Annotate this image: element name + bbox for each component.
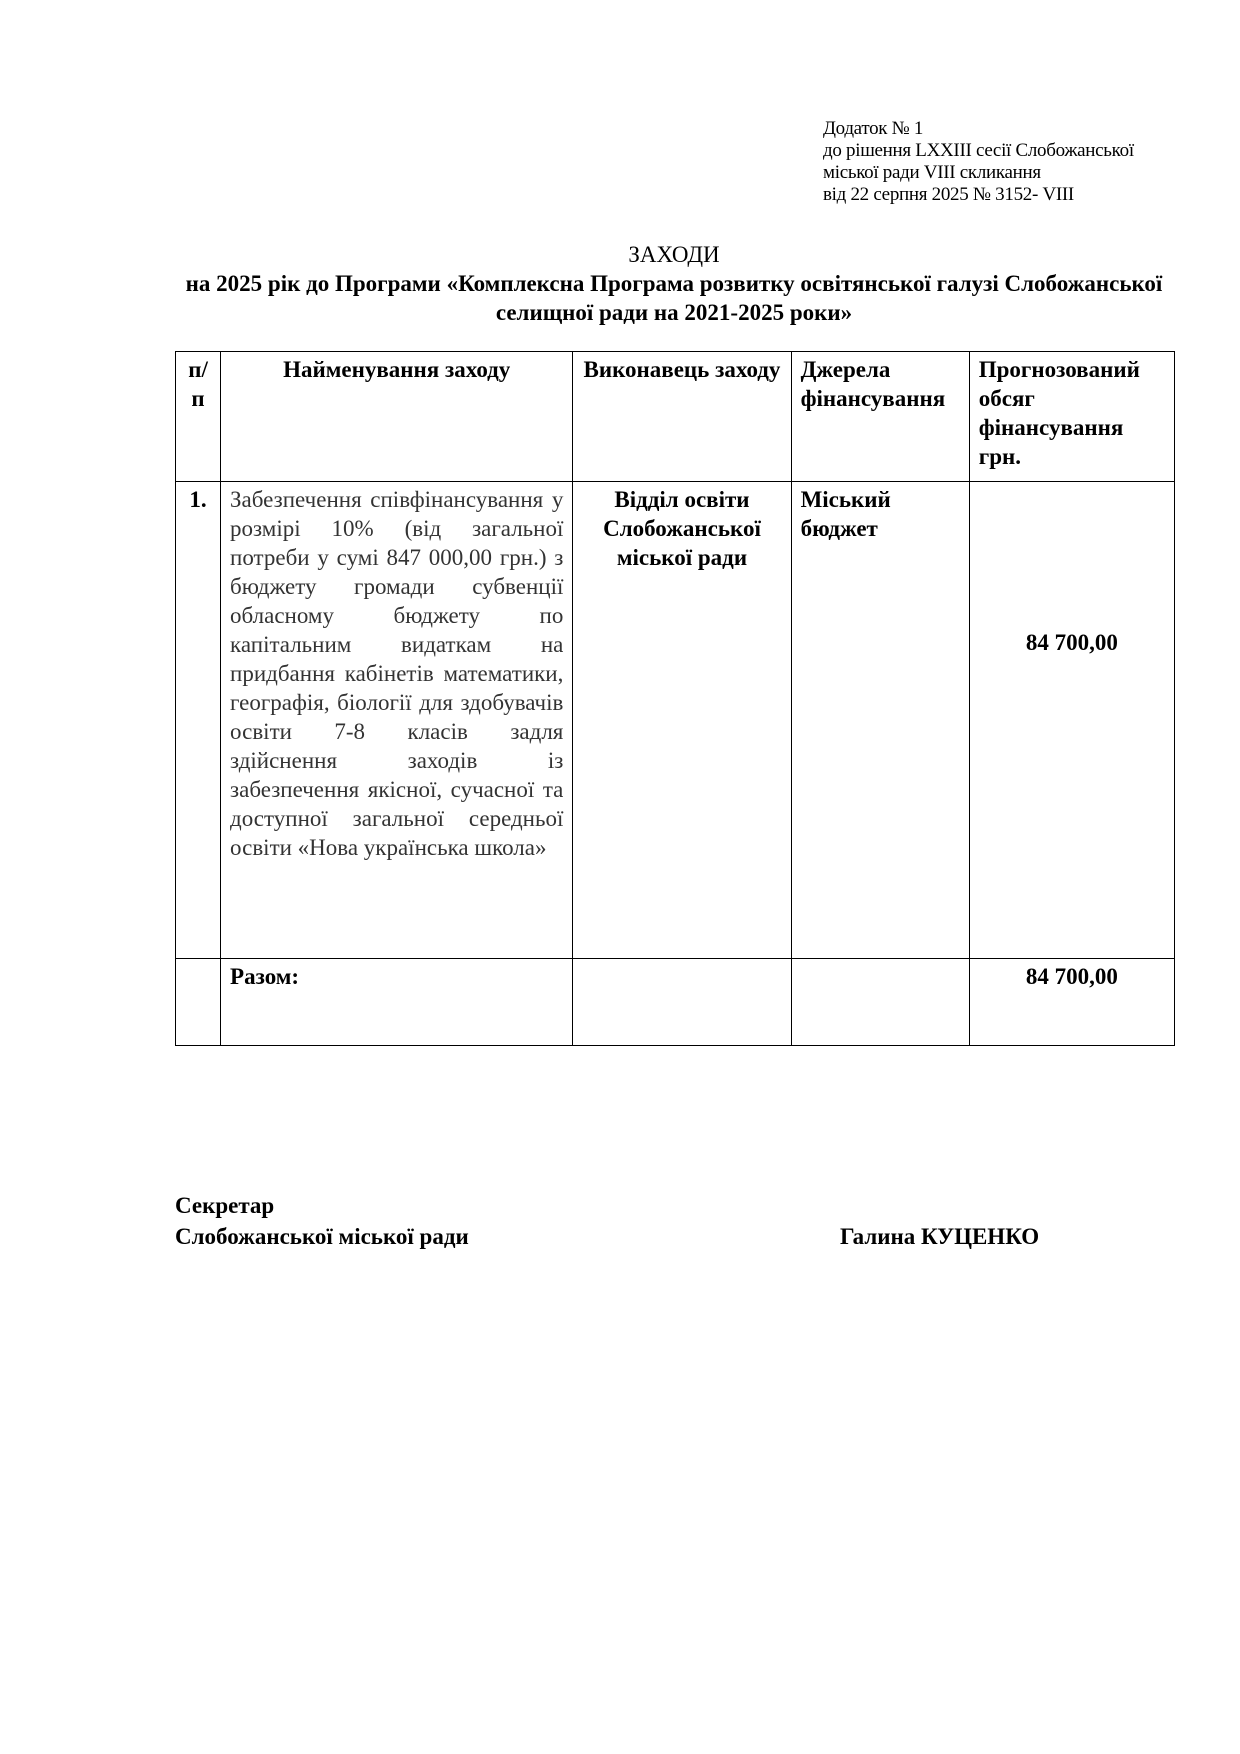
appendix-line-1: Додаток № 1 bbox=[823, 118, 924, 139]
signature-block bbox=[175, 1190, 1075, 1252]
measures-table bbox=[175, 351, 1175, 1046]
row-number: 1. bbox=[176, 482, 221, 959]
row-amount: 84 700,00 bbox=[1025, 630, 1118, 655]
row-amount-cell bbox=[969, 482, 1174, 959]
row-description: Забезпечення співфінансування у розмірі 10% (від загальної потреби у сумі 847 000,00 грн.) з бюджету громади субвенції обласному бюджету по капітальним видаткам на придбання кабінетів математики, географія, біології для здобувачів освіти 7-8 класів задля здійснення заходів із забезпечення якісної, сучасної та доступної загальної середньої освіти «Нова українська школа» bbox=[221, 482, 573, 959]
document-title bbox=[170, 240, 1178, 327]
header-source: Джерела фінансування bbox=[791, 352, 969, 482]
total-source-empty bbox=[791, 959, 969, 1046]
header-amount: Прогнозований обсяг фінансування грн. bbox=[969, 352, 1174, 482]
signature-position-1: Секретар bbox=[175, 1193, 275, 1218]
header-number: п/п bbox=[176, 352, 221, 482]
row-executor: Відділ освіти Слобожанської міської ради bbox=[573, 482, 791, 959]
title-line-2: на 2025 рік до Програми «Комплексна Програма розвитку освітянської галузі Слобожанської bbox=[185, 271, 1163, 296]
signature-position-2: Слобожанської міської ради bbox=[175, 1224, 469, 1249]
table-total-row bbox=[176, 959, 1175, 1046]
row-source: Міський бюджет bbox=[791, 482, 969, 959]
total-amount: 84 700,00 bbox=[969, 959, 1174, 1046]
title-line-1: ЗАХОДИ bbox=[628, 242, 720, 267]
table-header-row bbox=[176, 352, 1175, 482]
signature-name: Галина КУЦЕНКО bbox=[840, 1224, 1040, 1249]
header-executor: Виконавець заходу bbox=[573, 352, 791, 482]
total-executor-empty bbox=[573, 959, 791, 1046]
appendix-note bbox=[823, 118, 1223, 206]
appendix-line-2: до рішення LXXIII сесії Слобожанської bbox=[823, 140, 1134, 161]
total-label: Разом: bbox=[221, 959, 573, 1046]
header-name: Найменування заходу bbox=[221, 352, 573, 482]
appendix-line-3: міської ради VIII скликання bbox=[823, 162, 1041, 183]
appendix-line-4: від 22 серпня 2025 № 3152- VIII bbox=[823, 184, 1074, 205]
title-line-3: селищної ради на 2021-2025 роки» bbox=[495, 300, 853, 325]
table-row bbox=[176, 482, 1175, 959]
total-number-empty bbox=[176, 959, 221, 1046]
